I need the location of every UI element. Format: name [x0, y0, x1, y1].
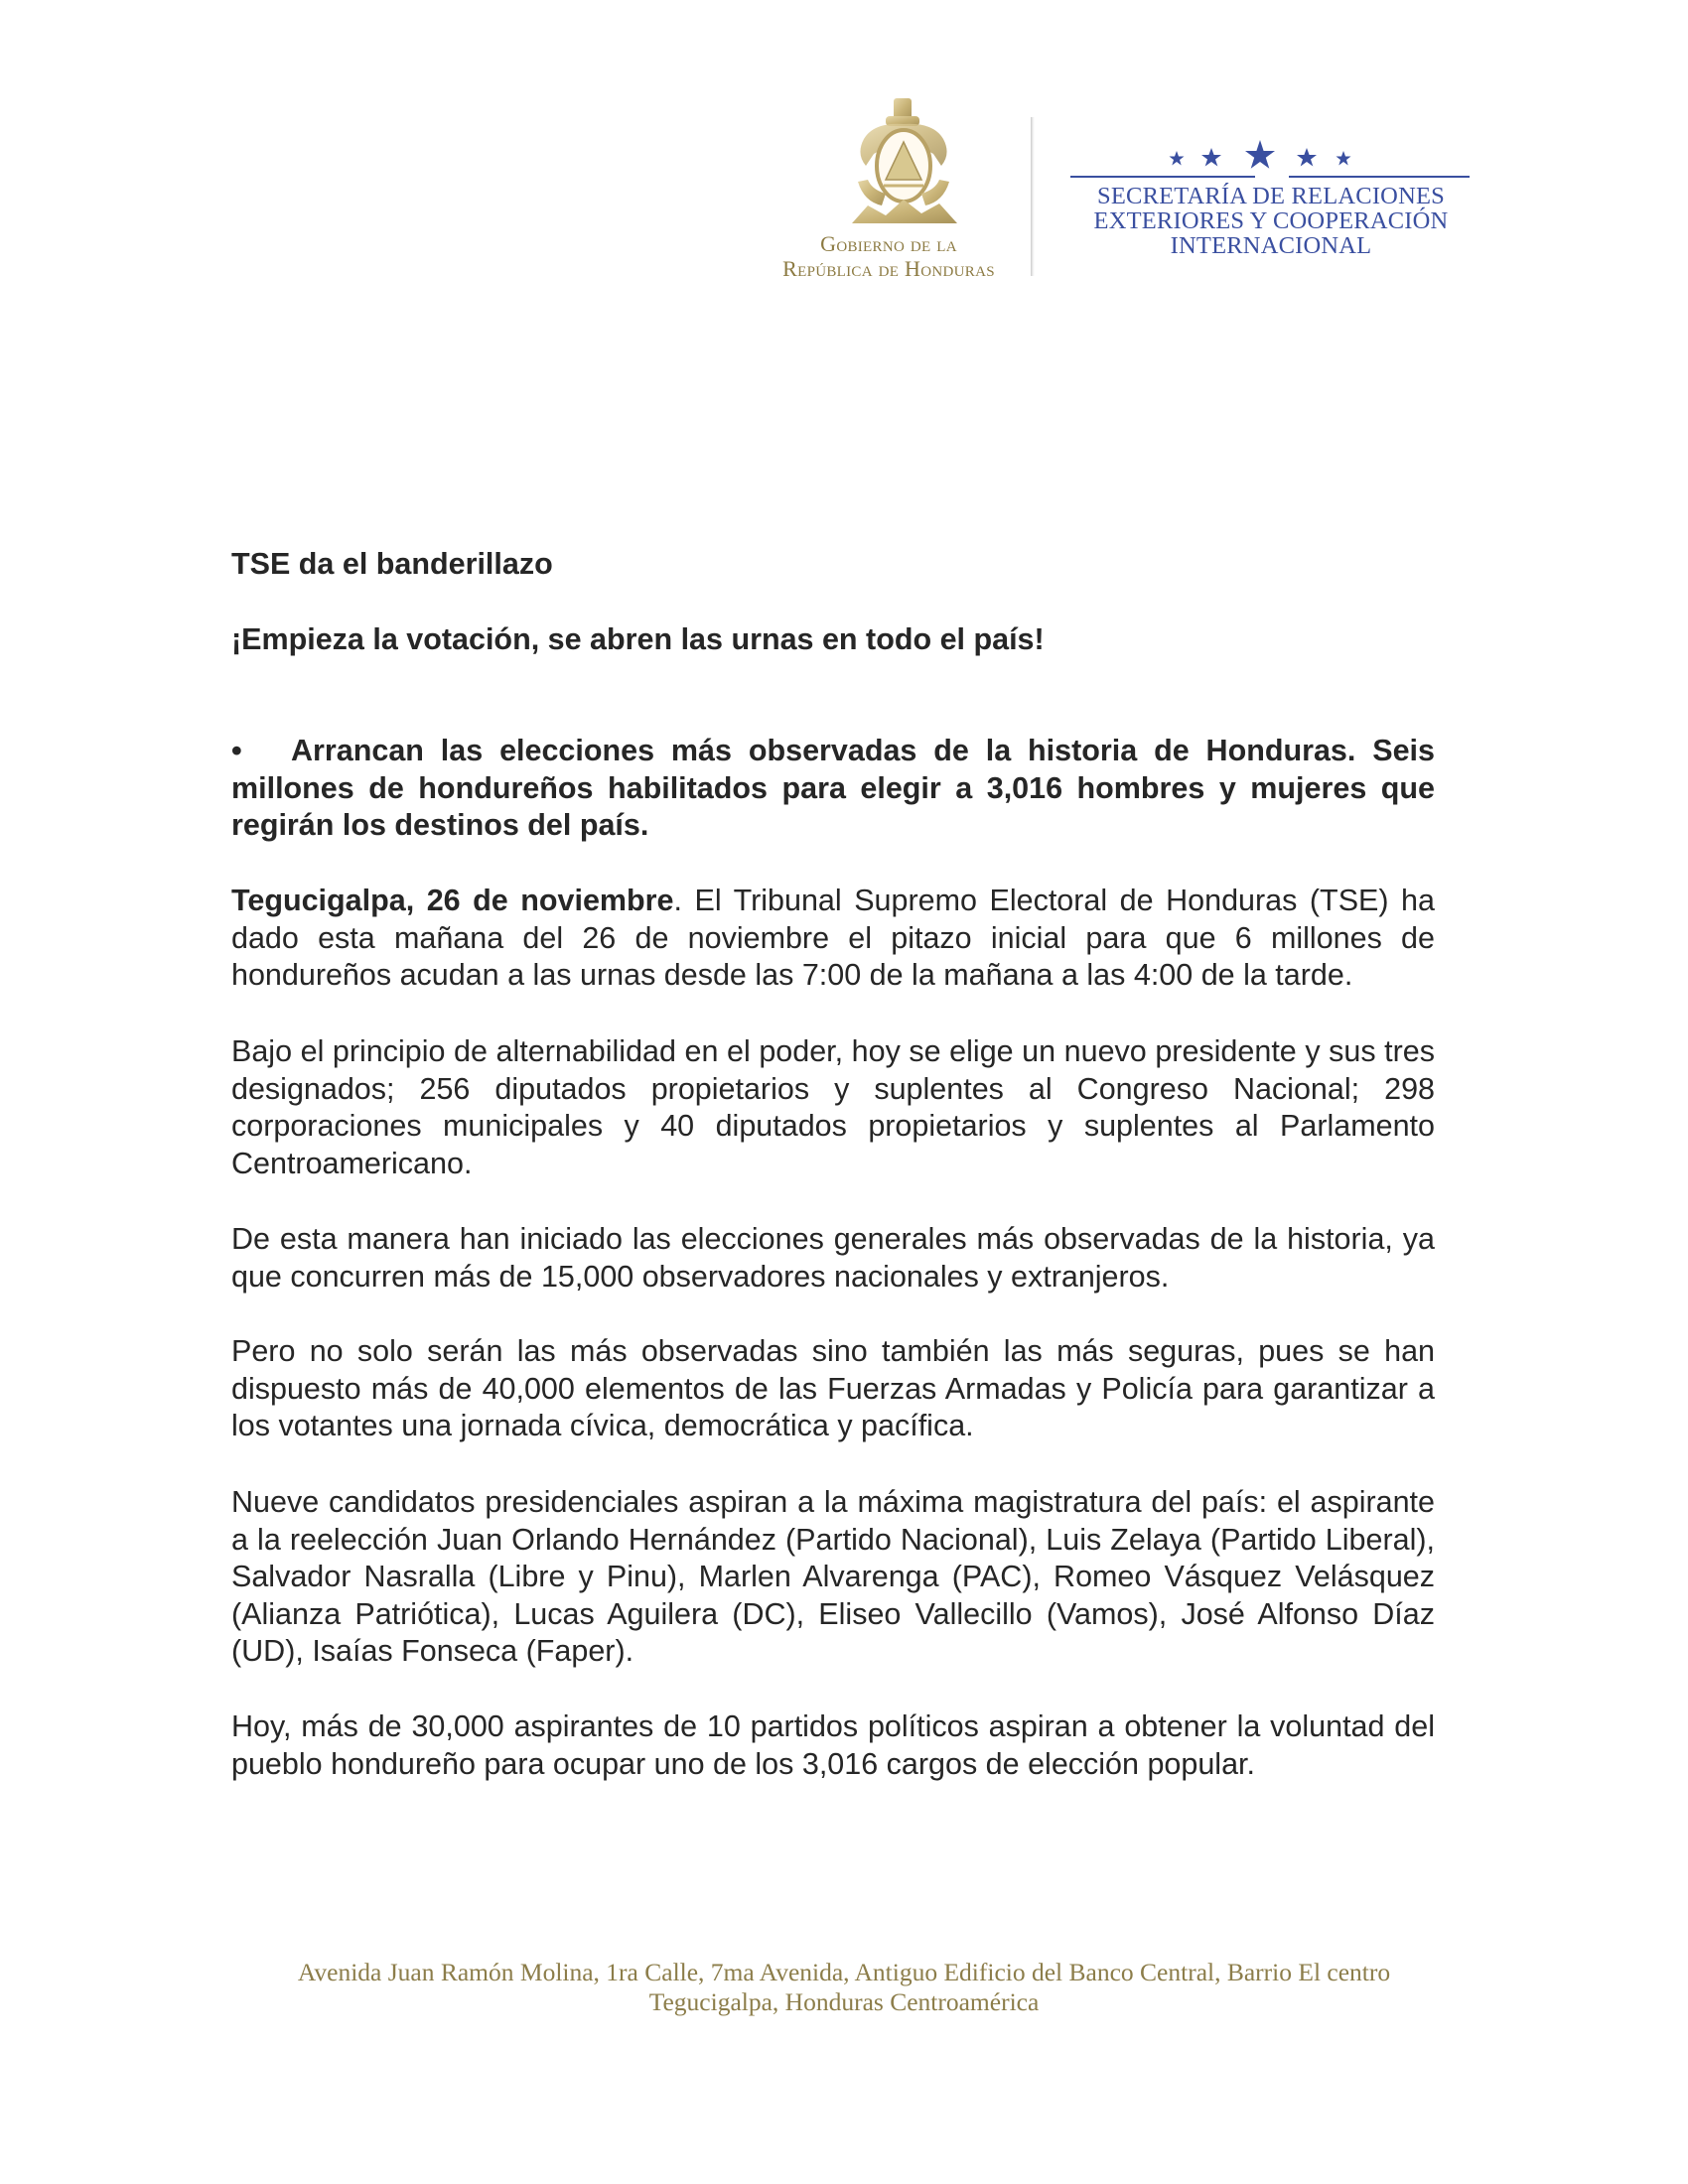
footer-address-line2: Tegucigalpa, Honduras Centroamérica — [648, 1987, 1040, 2016]
document-title: TSE da el banderillazo — [231, 547, 553, 581]
paragraph-6: Hoy, más de 30,000 aspirantes de 10 partidos políticos aspiran a obtener la voluntad del pueblo hondureño para ocupar uno de los 3,016 cargos de elección popular. — [231, 1709, 1435, 1781]
government-name-line1: Gobierno de la — [820, 231, 957, 256]
ministry-line2: EXTERIORES Y COOPERACIÓN — [1093, 207, 1449, 234]
paragraph-1 — [231, 883, 1435, 995]
bullet-icon: • — [231, 734, 242, 767]
paragraph-2: Bajo el principio de alternabilidad en el poder, hoy se elige un nuevo presidente y sus tres designados; 256 diputados propietarios y suplentes al Congreso Nacional; 298 corporaciones municipales y 40 diputados propietarios y suplentes al Parlamento Centroamericano. — [231, 1034, 1435, 1180]
header-divider — [1031, 117, 1035, 276]
bullet-text: Arrancan las elecciones más observadas de la historia de Honduras. Seis millones de hondureños habilitados para elegir a 3,016 hombres y mujeres que regirán los destinos del país. — [231, 734, 1435, 843]
star-icon — [1201, 148, 1221, 167]
ministry-line3: INTERNACIONAL — [1170, 232, 1372, 259]
document-subtitle: ¡Empieza la votación, se abren las urnas en todo el país! — [231, 622, 1045, 656]
government-name-line2: República de Honduras — [782, 256, 995, 281]
star-icon — [1170, 151, 1185, 166]
government-name — [740, 231, 1038, 281]
five-stars-icon — [1167, 139, 1365, 175]
star-icon — [1336, 151, 1351, 166]
footer-address-line1: Avenida Juan Ramón Molina, 1ra Calle, 7ma Avenida, Antiguo Edificio del Banco Central, Barrio El centro — [297, 1958, 1391, 1986]
paragraph-5: Nueve candidatos presidenciales aspiran a la máxima magistratura del país: el aspirante a la reelección Juan Orlando Hernández (Partido Nacional), Luis Zelaya (Partido Liberal), Salvador Nasralla (Libre y Pinu), Marlen Alvarenga (PAC), Romeo Vásquez Velásquez (Alianza Patriótica), Lucas Aguilera (DC), Eliseo Vallecillo (Vamos), José Alfonso Díaz (UD), Isaías Fonseca (Faper). — [231, 1485, 1435, 1669]
honduras-coat-of-arms-icon — [834, 94, 973, 233]
ministry-name — [1062, 184, 1479, 258]
bullet-highlight — [231, 733, 1435, 845]
star-icon — [1297, 148, 1317, 167]
star-icon — [1245, 140, 1275, 169]
paragraph-1-text: . El Tribunal Supremo Electoral de Honduras (TSE) ha dado esta mañana del 26 de noviembre el pitazo inicial para que 6 millones de hondureños acudan a las urnas desde las 7:00 de la mañana a las 4:00 de la tarde. — [231, 884, 1435, 993]
ministry-rule-right — [1289, 176, 1470, 178]
ministry-rule-left — [1070, 176, 1255, 178]
paragraph-3: De esta manera han iniciado las elecciones generales más observadas de la historia, ya que concurren más de 15,000 observadores nacionales y extranjeros. — [231, 1222, 1435, 1294]
dateline: Tegucigalpa, 26 de noviembre — [231, 884, 674, 917]
paragraph-4: Pero no solo serán las más observadas sino también las más seguras, pues se han dispuesto más de 40,000 elementos de las Fuerzas Armadas y Policía para garantizar a los votantes una jornada cívica, democrática y pacífica. — [231, 1334, 1435, 1443]
ministry-line1: SECRETARÍA DE RELACIONES — [1097, 183, 1445, 209]
